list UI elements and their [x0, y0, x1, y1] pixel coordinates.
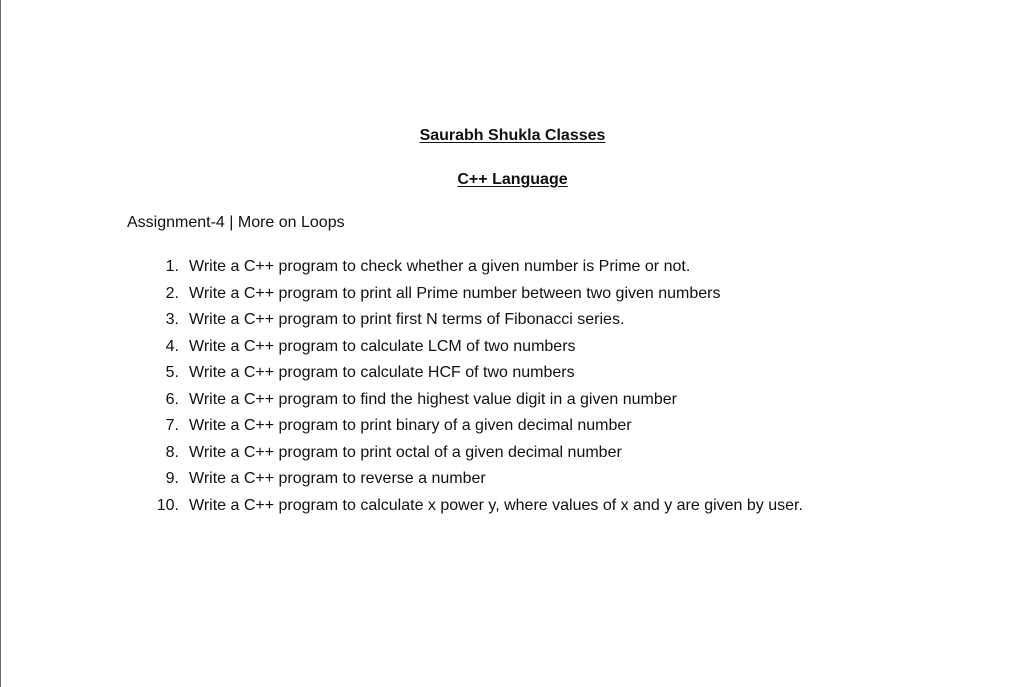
list-item: [127, 443, 803, 470]
list-item: [127, 284, 803, 311]
item-text: Write a C++ program to reverse a number: [189, 470, 486, 487]
item-number: 8.: [165, 443, 179, 461]
list-item: [127, 363, 803, 390]
list-item: [127, 337, 803, 364]
item-number: 5.: [165, 364, 179, 381]
list-item: [127, 310, 803, 337]
assignment-heading: Assignment-4 | More on Loops: [127, 214, 345, 231]
item-number: 10.: [156, 496, 179, 514]
item-text: Write a C++ program to check whether a given number is Prime or not.: [189, 258, 691, 275]
item-text: Write a C++ program to print binary of a given decimal number: [189, 417, 632, 434]
item-number: 6.: [165, 390, 179, 408]
page-subtitle: C++ Language: [457, 171, 568, 188]
item-text: Write a C++ program to calculate LCM of two numbers: [189, 337, 576, 355]
list-item: [127, 496, 803, 523]
item-text: Write a C++ program to print all Prime number between two given numbers: [189, 284, 721, 302]
item-text: Write a C++ program to calculate HCF of two numbers: [189, 364, 575, 381]
assignment-list: [127, 257, 803, 522]
page-title: Saurabh Shukla Classes: [419, 127, 606, 144]
item-number: 4.: [165, 337, 179, 355]
list-item: [127, 416, 803, 443]
item-text: Write a C++ program to print first N terms of Fibonacci series.: [189, 311, 625, 328]
item-number: 3.: [165, 311, 179, 328]
item-number: 7.: [165, 417, 179, 434]
item-text: Write a C++ program to find the highest value digit in a given number: [189, 390, 677, 408]
list-item: [127, 469, 803, 496]
list-item: [127, 390, 803, 417]
item-text: Write a C++ program to calculate x power y, where values of x and y are given by user.: [189, 496, 803, 514]
item-text: Write a C++ program to print octal of a given decimal number: [189, 443, 622, 461]
item-number: 1.: [165, 258, 179, 275]
item-number: 2.: [165, 284, 179, 302]
list-item: [127, 257, 803, 284]
item-number: 9.: [165, 470, 179, 487]
